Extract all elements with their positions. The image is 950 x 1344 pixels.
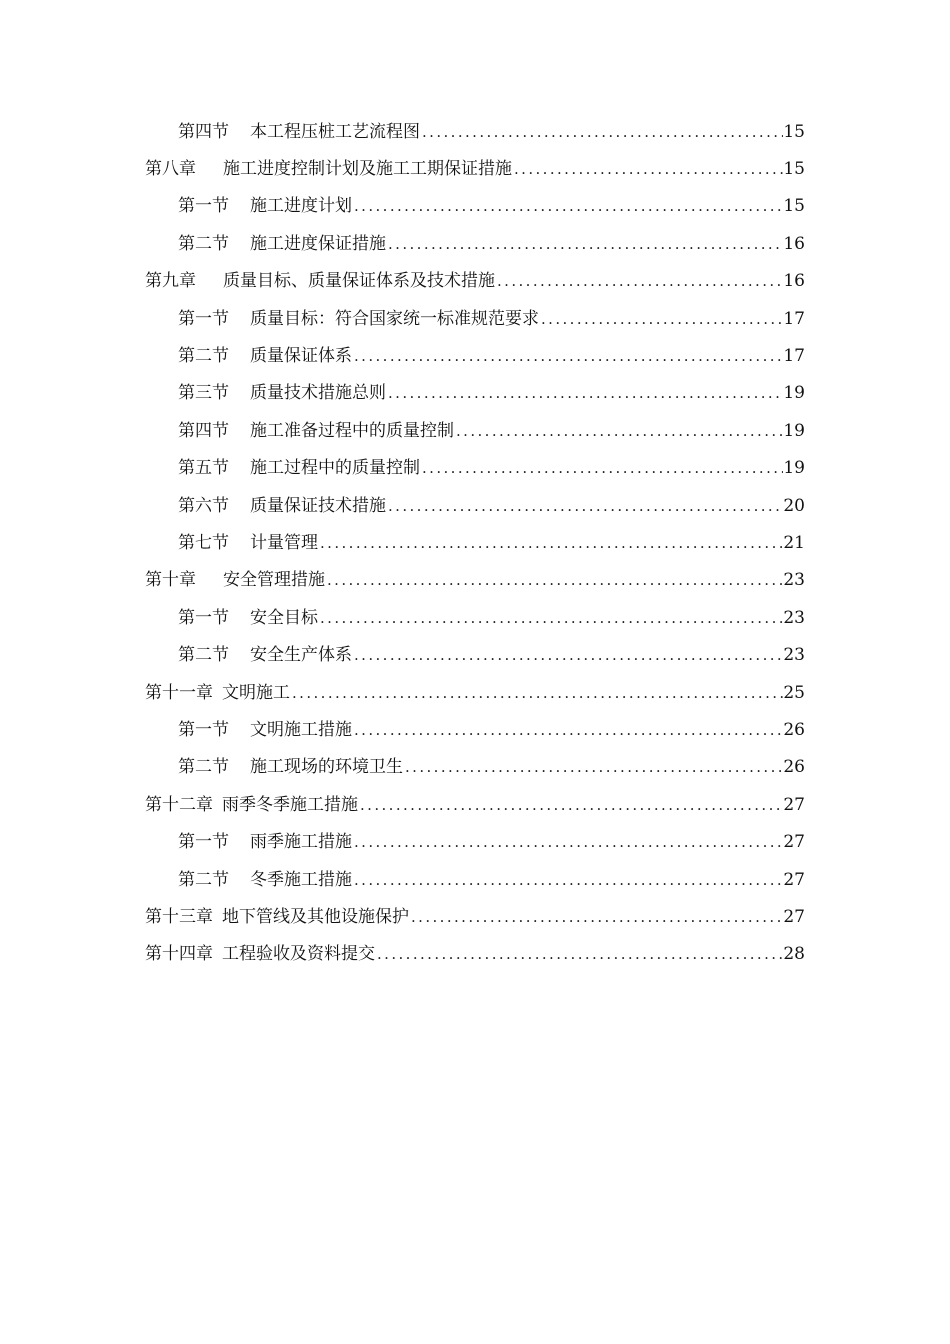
toc-page-number: 26 — [783, 719, 805, 740]
toc-entry-title: 安全管理措施 — [223, 570, 325, 591]
toc-entry-title: 质量目标：符合国家统一标准规范要求 — [250, 308, 539, 329]
toc-page-number: 15 — [783, 159, 805, 180]
toc-entry-number: 第二节 — [178, 645, 229, 666]
toc-section-entry[interactable] — [0, 188, 950, 225]
toc-dot-leader — [290, 683, 783, 703]
toc-section-entry[interactable] — [0, 636, 950, 673]
toc-chapter-entry[interactable] — [0, 936, 950, 973]
toc-page-number: 23 — [783, 645, 805, 666]
toc-dot-leader — [352, 832, 783, 852]
toc-entry-number: 第一节 — [178, 308, 229, 329]
toc-section-entry[interactable] — [0, 487, 950, 524]
toc-page-number: 27 — [783, 832, 805, 853]
toc-dot-leader — [420, 458, 783, 478]
toc-dot-leader — [352, 346, 783, 366]
toc-entry-title: 文明施工措施 — [250, 719, 352, 740]
toc-dot-leader — [352, 196, 783, 216]
toc-section-entry[interactable] — [0, 225, 950, 262]
toc-chapter-entry[interactable] — [0, 786, 950, 823]
toc-dot-leader — [358, 795, 783, 815]
toc-entry-title: 施工过程中的质量控制 — [250, 458, 420, 479]
toc-entry-title: 安全目标 — [250, 607, 318, 628]
toc-page-number: 15 — [783, 121, 805, 142]
toc-entry-title: 雨季施工措施 — [250, 832, 352, 853]
toc-page-number: 20 — [783, 495, 805, 516]
toc-section-entry[interactable] — [0, 524, 950, 561]
toc-chapter-entry[interactable] — [0, 263, 950, 300]
toc-entry-number: 第四节 — [178, 121, 229, 142]
toc-page-number: 15 — [783, 196, 805, 217]
toc-entry-title: 冬季施工措施 — [250, 869, 352, 890]
toc-entry-number: 第一节 — [178, 832, 229, 853]
toc-chapter-entry[interactable] — [0, 898, 950, 935]
toc-entry-number: 第八章 — [145, 159, 196, 180]
toc-entry-number: 第十一章 — [145, 682, 213, 703]
toc-page-number: 26 — [783, 757, 805, 778]
toc-entry-number: 第七节 — [178, 532, 229, 553]
toc-section-entry[interactable] — [0, 113, 950, 150]
toc-dot-leader — [539, 309, 783, 329]
toc-entry-title: 施工进度控制计划及施工工期保证措施 — [223, 159, 512, 180]
toc-entry-number: 第十三章 — [145, 906, 213, 927]
toc-entry-title: 施工进度保证措施 — [250, 233, 386, 254]
toc-page-number: 17 — [783, 346, 805, 367]
toc-entry-title: 质量保证技术措施 — [250, 495, 386, 516]
toc-dot-leader — [403, 757, 783, 777]
toc-entry-number: 第五节 — [178, 458, 229, 479]
toc-entry-number: 第三节 — [178, 383, 229, 404]
toc-page-number: 16 — [783, 271, 805, 292]
toc-entry-number: 第十四章 — [145, 944, 213, 965]
toc-dot-leader — [318, 608, 783, 628]
toc-section-entry[interactable] — [0, 450, 950, 487]
toc-dot-leader — [386, 383, 783, 403]
toc-page-number: 21 — [783, 532, 805, 553]
toc-page-number: 23 — [783, 607, 805, 628]
toc-page-number: 23 — [783, 570, 805, 591]
toc-dot-leader — [352, 645, 783, 665]
toc-section-entry[interactable] — [0, 711, 950, 748]
toc-page-number: 17 — [783, 308, 805, 329]
toc-page-number: 27 — [783, 869, 805, 890]
toc-dot-leader — [454, 421, 783, 441]
toc-entry-number: 第二节 — [178, 346, 229, 367]
toc-dot-leader — [495, 271, 783, 291]
toc-section-entry[interactable] — [0, 749, 950, 786]
toc-page-number: 19 — [783, 458, 805, 479]
toc-entry-title: 计量管理 — [250, 532, 318, 553]
toc-entry-title: 质量技术措施总则 — [250, 383, 386, 404]
toc-entry-number: 第四节 — [178, 420, 229, 441]
toc-entry-number: 第十二章 — [145, 794, 213, 815]
toc-section-entry[interactable] — [0, 337, 950, 374]
table-of-contents — [0, 113, 950, 973]
toc-entry-title: 质量目标、质量保证体系及技术措施 — [223, 271, 495, 292]
toc-chapter-entry[interactable] — [0, 674, 950, 711]
toc-dot-leader — [375, 944, 783, 964]
toc-section-entry[interactable] — [0, 599, 950, 636]
toc-page-number: 28 — [783, 944, 805, 965]
toc-chapter-entry[interactable] — [0, 150, 950, 187]
toc-entry-title: 质量保证体系 — [250, 346, 352, 367]
toc-page-number: 19 — [783, 383, 805, 404]
toc-entry-number: 第二节 — [178, 233, 229, 254]
toc-dot-leader — [386, 234, 783, 254]
toc-entry-title: 安全生产体系 — [250, 645, 352, 666]
toc-section-entry[interactable] — [0, 861, 950, 898]
toc-dot-leader — [325, 570, 783, 590]
toc-entry-number: 第一节 — [178, 196, 229, 217]
toc-entry-title: 本工程压桩工艺流程图 — [250, 121, 420, 142]
toc-entry-title: 施工进度计划 — [250, 196, 352, 217]
toc-dot-leader — [352, 720, 783, 740]
toc-section-entry[interactable] — [0, 823, 950, 860]
toc-entry-number: 第一节 — [178, 607, 229, 628]
toc-section-entry[interactable] — [0, 375, 950, 412]
toc-entry-title: 工程验收及资料提交 — [222, 944, 375, 965]
toc-dot-leader — [352, 870, 783, 890]
toc-entry-title: 文明施工 — [222, 682, 290, 703]
toc-entry-title: 雨季冬季施工措施 — [222, 794, 358, 815]
toc-page-number: 25 — [783, 682, 805, 703]
toc-section-entry[interactable] — [0, 412, 950, 449]
toc-entry-number: 第十章 — [145, 570, 196, 591]
toc-page-number: 16 — [783, 233, 805, 254]
toc-entry-title: 地下管线及其他设施保护 — [222, 906, 409, 927]
toc-entry-title: 施工现场的环境卫生 — [250, 757, 403, 778]
toc-entry-number: 第二节 — [178, 869, 229, 890]
toc-dot-leader — [318, 533, 783, 553]
toc-dot-leader — [420, 122, 783, 142]
toc-entry-title: 施工准备过程中的质量控制 — [250, 420, 454, 441]
toc-page-number: 27 — [783, 906, 805, 927]
toc-page-number: 19 — [783, 420, 805, 441]
toc-dot-leader — [512, 159, 783, 179]
toc-entry-number: 第二节 — [178, 757, 229, 778]
toc-page-number: 27 — [783, 794, 805, 815]
toc-entry-number: 第九章 — [145, 271, 196, 292]
toc-dot-leader — [386, 496, 783, 516]
toc-section-entry[interactable] — [0, 300, 950, 337]
toc-entry-number: 第一节 — [178, 719, 229, 740]
toc-entry-number: 第六节 — [178, 495, 229, 516]
toc-chapter-entry[interactable] — [0, 562, 950, 599]
toc-dot-leader — [409, 907, 783, 927]
